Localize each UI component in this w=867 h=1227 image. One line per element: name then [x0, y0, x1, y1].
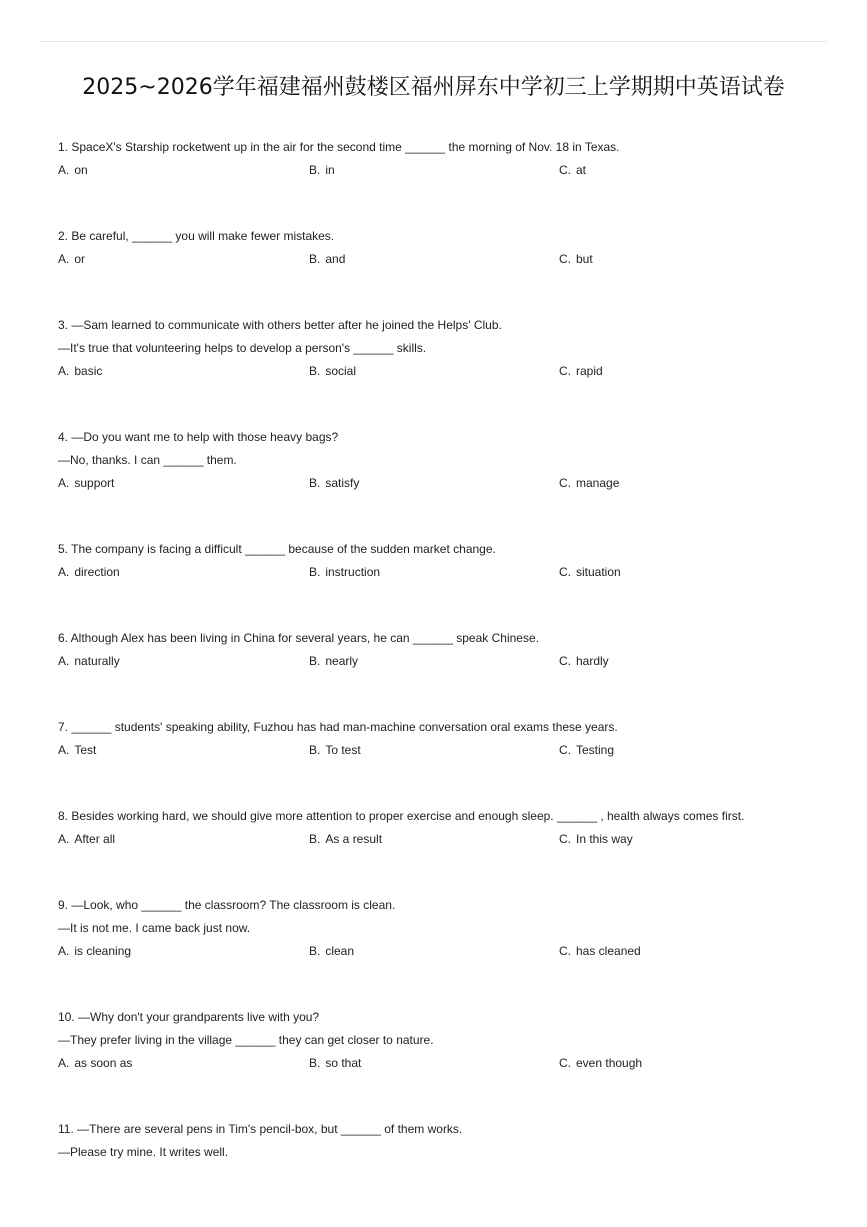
option-letter: A.: [58, 364, 70, 378]
question-item: [58, 894, 838, 963]
option-letter: A.: [58, 944, 70, 958]
option-text: clean: [325, 944, 355, 958]
option-letter: C.: [559, 364, 571, 378]
question-item: [58, 627, 838, 673]
option-text: even though: [576, 1056, 643, 1070]
option-text: rapid: [576, 364, 603, 378]
answer-options: [58, 248, 838, 271]
answer-option-a[interactable]: [58, 159, 88, 182]
answer-option-b[interactable]: [309, 248, 345, 271]
question-stem: 11. —There are several pens in Tim's pencil-box, but ______ of them works.: [58, 1122, 463, 1136]
option-letter: A.: [58, 565, 70, 579]
option-text: hardly: [576, 654, 609, 668]
question-stem: 8. Besides working hard, we should give more attention to proper exercise and enough sleep. ______ , health always comes first.: [58, 809, 745, 823]
option-text: nearly: [325, 654, 359, 668]
question-stem: 2. Be careful, ______ you will make fewer mistakes.: [58, 229, 335, 243]
question-item: [58, 426, 838, 495]
answer-option-c[interactable]: [559, 472, 619, 495]
question-item: [58, 1118, 838, 1164]
option-letter: B.: [309, 944, 321, 958]
option-text: As a result: [325, 832, 383, 846]
question-item: [58, 805, 838, 851]
answer-options: [58, 650, 838, 673]
answer-option-b[interactable]: [309, 159, 335, 182]
option-text: social: [325, 364, 357, 378]
answer-option-a[interactable]: [58, 360, 102, 383]
question-item: [58, 716, 838, 762]
answer-option-c[interactable]: [559, 739, 614, 762]
option-text: manage: [576, 476, 620, 490]
question-dialogue-line: —They prefer living in the village ______ they can get closer to nature.: [58, 1033, 434, 1047]
option-letter: A.: [58, 832, 70, 846]
option-letter: B.: [309, 832, 321, 846]
answer-option-b[interactable]: [309, 561, 380, 584]
question-stem: 5. The company is facing a difficult ______ because of the sudden market change.: [58, 542, 496, 556]
option-text: instruction: [325, 565, 381, 579]
option-letter: C.: [559, 654, 571, 668]
answer-option-c[interactable]: [559, 360, 603, 383]
question-item: [58, 538, 838, 584]
question-stem: 1. SpaceX's Starship rocketwent up in the air for the second time ______ the morning of Nov. 18 in Texas.: [58, 140, 620, 154]
option-text: is cleaning: [74, 944, 132, 958]
question-stem: 10. —Why don't your grandparents live with you?: [58, 1010, 320, 1024]
option-text: direction: [74, 565, 120, 579]
option-letter: B.: [309, 565, 321, 579]
option-letter: C.: [559, 1056, 571, 1070]
answer-options: [58, 739, 838, 762]
option-text: at: [576, 163, 587, 177]
question-item: [58, 225, 838, 271]
question-list: [58, 136, 838, 1164]
answer-option-c[interactable]: [559, 561, 621, 584]
answer-options: [58, 561, 838, 584]
option-letter: B.: [309, 1056, 321, 1070]
answer-options: [58, 360, 838, 383]
option-letter: B.: [309, 163, 321, 177]
option-letter: A.: [58, 743, 70, 757]
option-letter: C.: [559, 252, 571, 266]
answer-option-a[interactable]: [58, 739, 96, 762]
question-dialogue-line: —It is not me. I came back just now.: [58, 921, 251, 935]
answer-option-a[interactable]: [58, 940, 131, 963]
question-dialogue-line: —No, thanks. I can ______ them.: [58, 453, 237, 467]
option-text: satisfy: [325, 476, 360, 490]
option-letter: B.: [309, 654, 321, 668]
page-title: 2025~2026学年福建福州鼓楼区福州屏东中学初三上学期期中英语试卷: [82, 75, 785, 100]
answer-option-c[interactable]: [559, 650, 609, 673]
option-letter: A.: [58, 654, 70, 668]
option-text: on: [74, 163, 88, 177]
option-letter: B.: [309, 252, 321, 266]
option-letter: C.: [559, 944, 571, 958]
question-item: [58, 314, 838, 383]
answer-option-a[interactable]: [58, 1052, 132, 1075]
option-letter: B.: [309, 476, 321, 490]
option-text: as soon as: [74, 1056, 133, 1070]
answer-option-c[interactable]: [559, 828, 633, 851]
answer-option-b[interactable]: [309, 739, 361, 762]
option-letter: C.: [559, 565, 571, 579]
option-letter: C.: [559, 163, 571, 177]
top-divider: [40, 41, 827, 42]
question-stem: 7. ______ students' speaking ability, Fuzhou has had man-machine conversation oral exams these years.: [58, 720, 618, 734]
option-text: has cleaned: [576, 944, 641, 958]
option-text: naturally: [74, 654, 120, 668]
option-text: and: [325, 252, 346, 266]
answer-options: [58, 159, 838, 182]
option-text: situation: [576, 565, 621, 579]
answer-option-a[interactable]: [58, 472, 114, 495]
answer-option-b[interactable]: [309, 650, 358, 673]
question-stem: 4. —Do you want me to help with those heavy bags?: [58, 430, 339, 444]
answer-option-b[interactable]: [309, 940, 354, 963]
option-text: basic: [74, 364, 103, 378]
answer-option-a[interactable]: [58, 561, 120, 584]
option-letter: B.: [309, 364, 321, 378]
answer-option-c[interactable]: [559, 248, 593, 271]
option-text: so that: [325, 1056, 362, 1070]
question-stem: 9. —Look, who ______ the classroom? The classroom is clean.: [58, 898, 396, 912]
answer-options: [58, 940, 838, 963]
answer-option-b[interactable]: [309, 360, 356, 383]
answer-option-a[interactable]: [58, 650, 120, 673]
answer-option-a[interactable]: [58, 828, 115, 851]
option-text: Testing: [576, 743, 615, 757]
option-text: In this way: [576, 832, 633, 846]
option-letter: B.: [309, 743, 321, 757]
option-letter: A.: [58, 252, 70, 266]
option-text: but: [576, 252, 593, 266]
answer-option-b[interactable]: [309, 472, 359, 495]
question-item: [58, 1006, 838, 1075]
answer-option-c[interactable]: [559, 940, 641, 963]
question-item: [58, 136, 838, 182]
option-letter: A.: [58, 1056, 70, 1070]
question-stem: 3. —Sam learned to communicate with others better after he joined the Helps' Club.: [58, 318, 502, 332]
answer-option-c[interactable]: [559, 1052, 642, 1075]
question-dialogue-line: —Please try mine. It writes well.: [58, 1145, 229, 1159]
option-letter: C.: [559, 476, 571, 490]
option-text: in: [325, 163, 335, 177]
answer-option-a[interactable]: [58, 248, 85, 271]
option-text: Test: [74, 743, 97, 757]
answer-option-b[interactable]: [309, 1052, 361, 1075]
option-text: To test: [325, 743, 361, 757]
question-dialogue-line: —It's true that volunteering helps to develop a person's ______ skills.: [58, 341, 427, 355]
option-text: or: [74, 252, 86, 266]
answer-option-c[interactable]: [559, 159, 586, 182]
option-text: support: [74, 476, 115, 490]
option-letter: C.: [559, 743, 571, 757]
answer-options: [58, 828, 838, 851]
option-letter: C.: [559, 832, 571, 846]
answer-options: [58, 472, 838, 495]
answer-option-b[interactable]: [309, 828, 382, 851]
answer-options: [58, 1052, 838, 1075]
option-letter: A.: [58, 476, 70, 490]
option-letter: A.: [58, 163, 70, 177]
question-stem: 6. Although Alex has been living in China for several years, he can ______ speak Chinese.: [58, 631, 539, 645]
option-text: After all: [74, 832, 116, 846]
